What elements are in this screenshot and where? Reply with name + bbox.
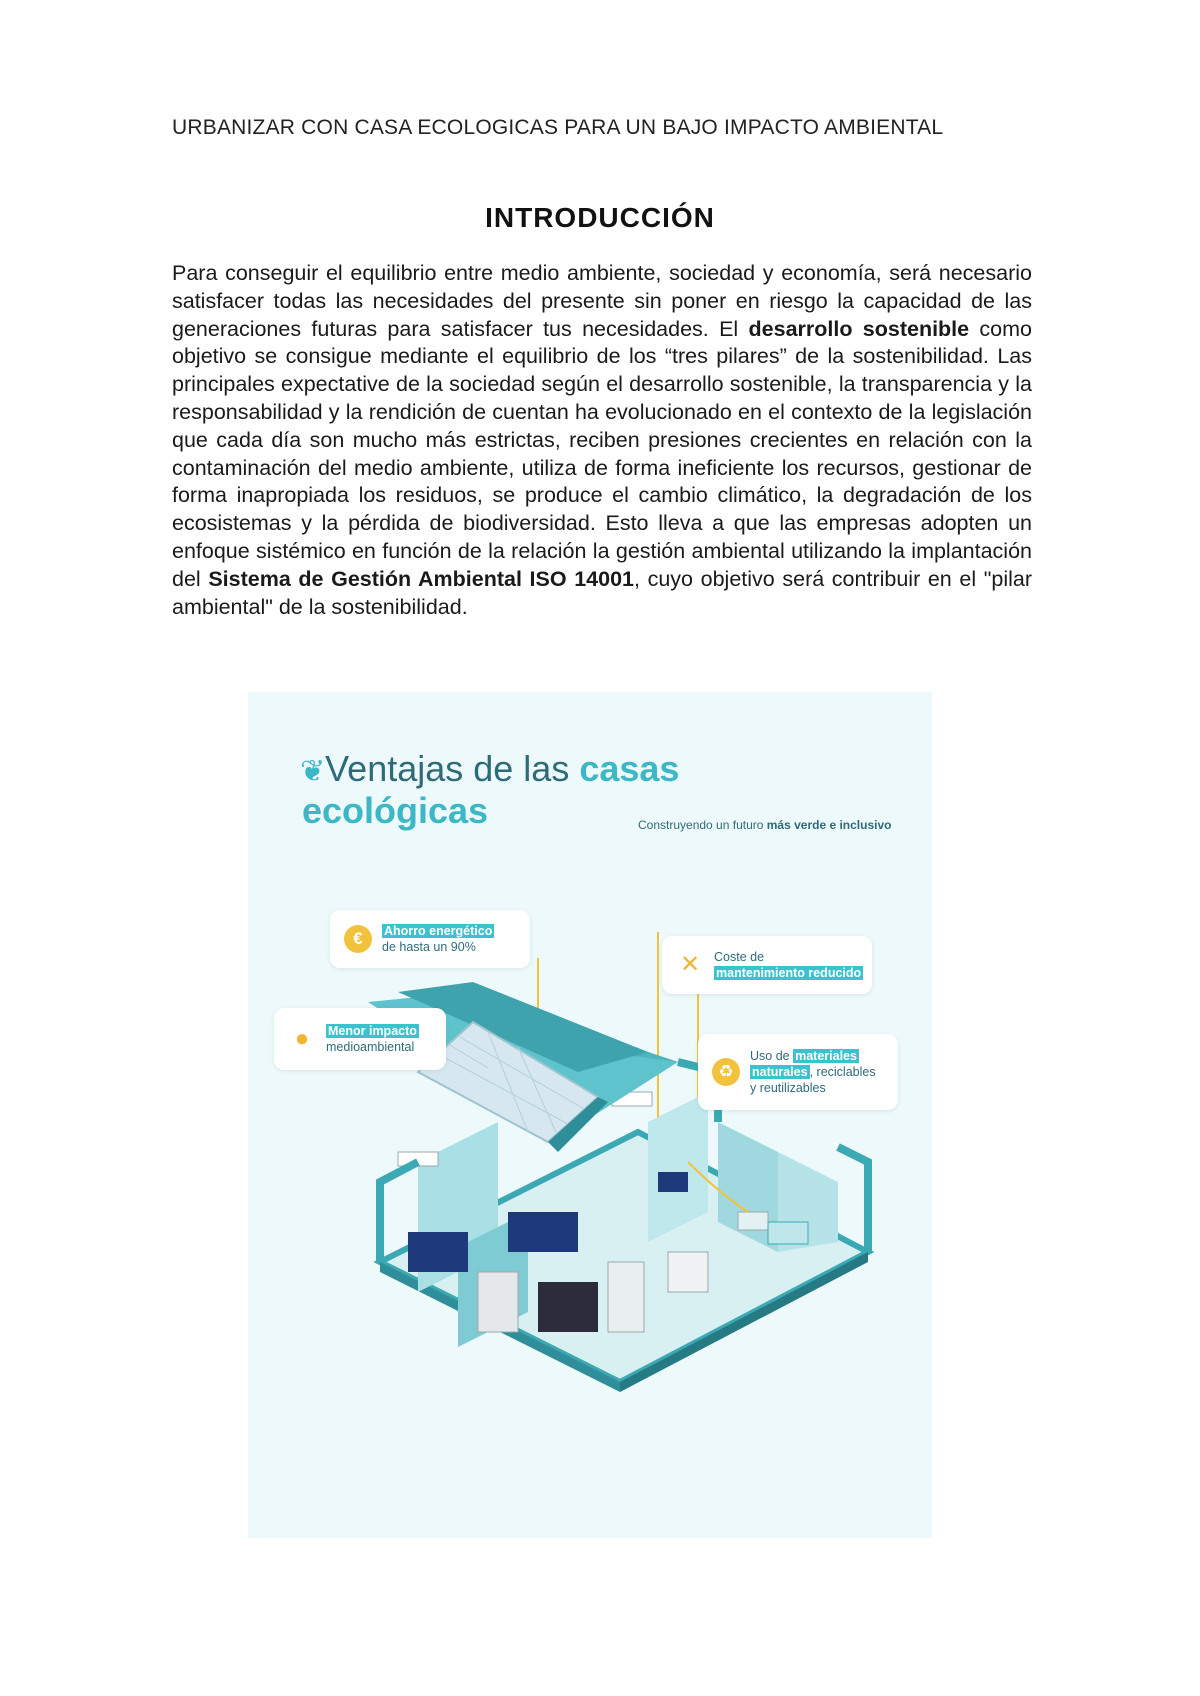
infographic-title-line2: ecológicas	[302, 790, 489, 831]
card-text	[382, 923, 494, 955]
card-highlight: mantenimiento reducido	[716, 966, 862, 980]
euro-icon: €	[344, 925, 372, 953]
card-highlight-1: materiales	[795, 1049, 857, 1063]
subtitle-text: Construyendo un futuro	[638, 818, 767, 832]
card-text	[326, 1023, 419, 1055]
tools-icon: ✕	[679, 951, 701, 978]
paragraph-text-1: Para conseguir el equilibrio entre medio ambiente, sociedad y economía, será necesario satisfacer todas las necesidades del presente sin poner en riesgo la capacidad de las generaciones futuras para satisfacer tus necesidades. El	[172, 261, 1032, 341]
leaf-icon: ❦	[300, 755, 326, 788]
recycle-icon: ♻	[712, 1058, 740, 1086]
infographic-subtitle	[638, 818, 891, 832]
card-text	[714, 949, 863, 981]
eco-house-infographic	[248, 692, 932, 1538]
paragraph-text-2: como objetivo se consigue mediante el equilibrio de los “tres pilares” de la sostenibilidad. Las principales expectative de la sociedad según el desarrollo sostenible, la transparencia y la responsabilidad y la rendición de cuentan ha evolucionado en el contexto de la legislación que cada día son mucho más estrictas, reciben presiones crecientes en relación con la contaminación del medio ambiente, utiliza de forma ineficiente los recursos, gestionar de forma inapropiada los residuos, se produce el cambio climático, la degradación de los ecosistemas y la pérdida de biodiversidad. Esto lleva a que las empresas adopten un enfoque sistémico en función de la relación la gestión ambiental utilizando la implantación del	[172, 316, 1032, 591]
card-lower-impact	[274, 1008, 446, 1070]
document-title: URBANIZAR CON CASA ECOLOGICAS PARA UN BAJO IMPACTO AMBIENTAL	[172, 116, 944, 139]
card-highlight: Ahorro energético	[384, 924, 493, 938]
card-highlight: Menor impacto	[328, 1024, 417, 1038]
card-line1a: Uso de	[750, 1049, 794, 1063]
card-line2: medioambiental	[326, 1040, 415, 1054]
bold-term-iso-14001: Sistema de Gestión Ambiental ISO 14001	[208, 566, 634, 591]
section-heading: INTRODUCCIÓN	[485, 202, 715, 233]
footprint-icon: ●	[294, 1025, 310, 1052]
paragraph-text-3: , cuyo objetivo será contribuir en el "pilar ambiental" de la sostenibilidad.	[172, 566, 1033, 619]
card-highlight-2: naturales	[752, 1065, 808, 1079]
card-natural-materials	[698, 1034, 898, 1110]
card-line3: y reutilizables	[750, 1081, 826, 1095]
title-accent: casas	[579, 748, 680, 789]
subtitle-emphasis: más verde e inclusivo	[766, 818, 892, 832]
card-line2: de hasta un 90%	[382, 940, 476, 954]
card-text	[750, 1048, 876, 1096]
bold-term-desarrollo-sostenible: desarrollo sostenible	[748, 316, 970, 341]
infographic-title-line1	[300, 748, 679, 790]
intro-paragraph	[172, 260, 1032, 621]
card-line2b: , reciclables	[809, 1065, 876, 1079]
card-line1: Coste de	[714, 950, 765, 964]
title-text: Ventajas de las	[325, 748, 580, 789]
card-maintenance-cost	[662, 936, 872, 994]
card-energy-savings	[330, 910, 530, 968]
